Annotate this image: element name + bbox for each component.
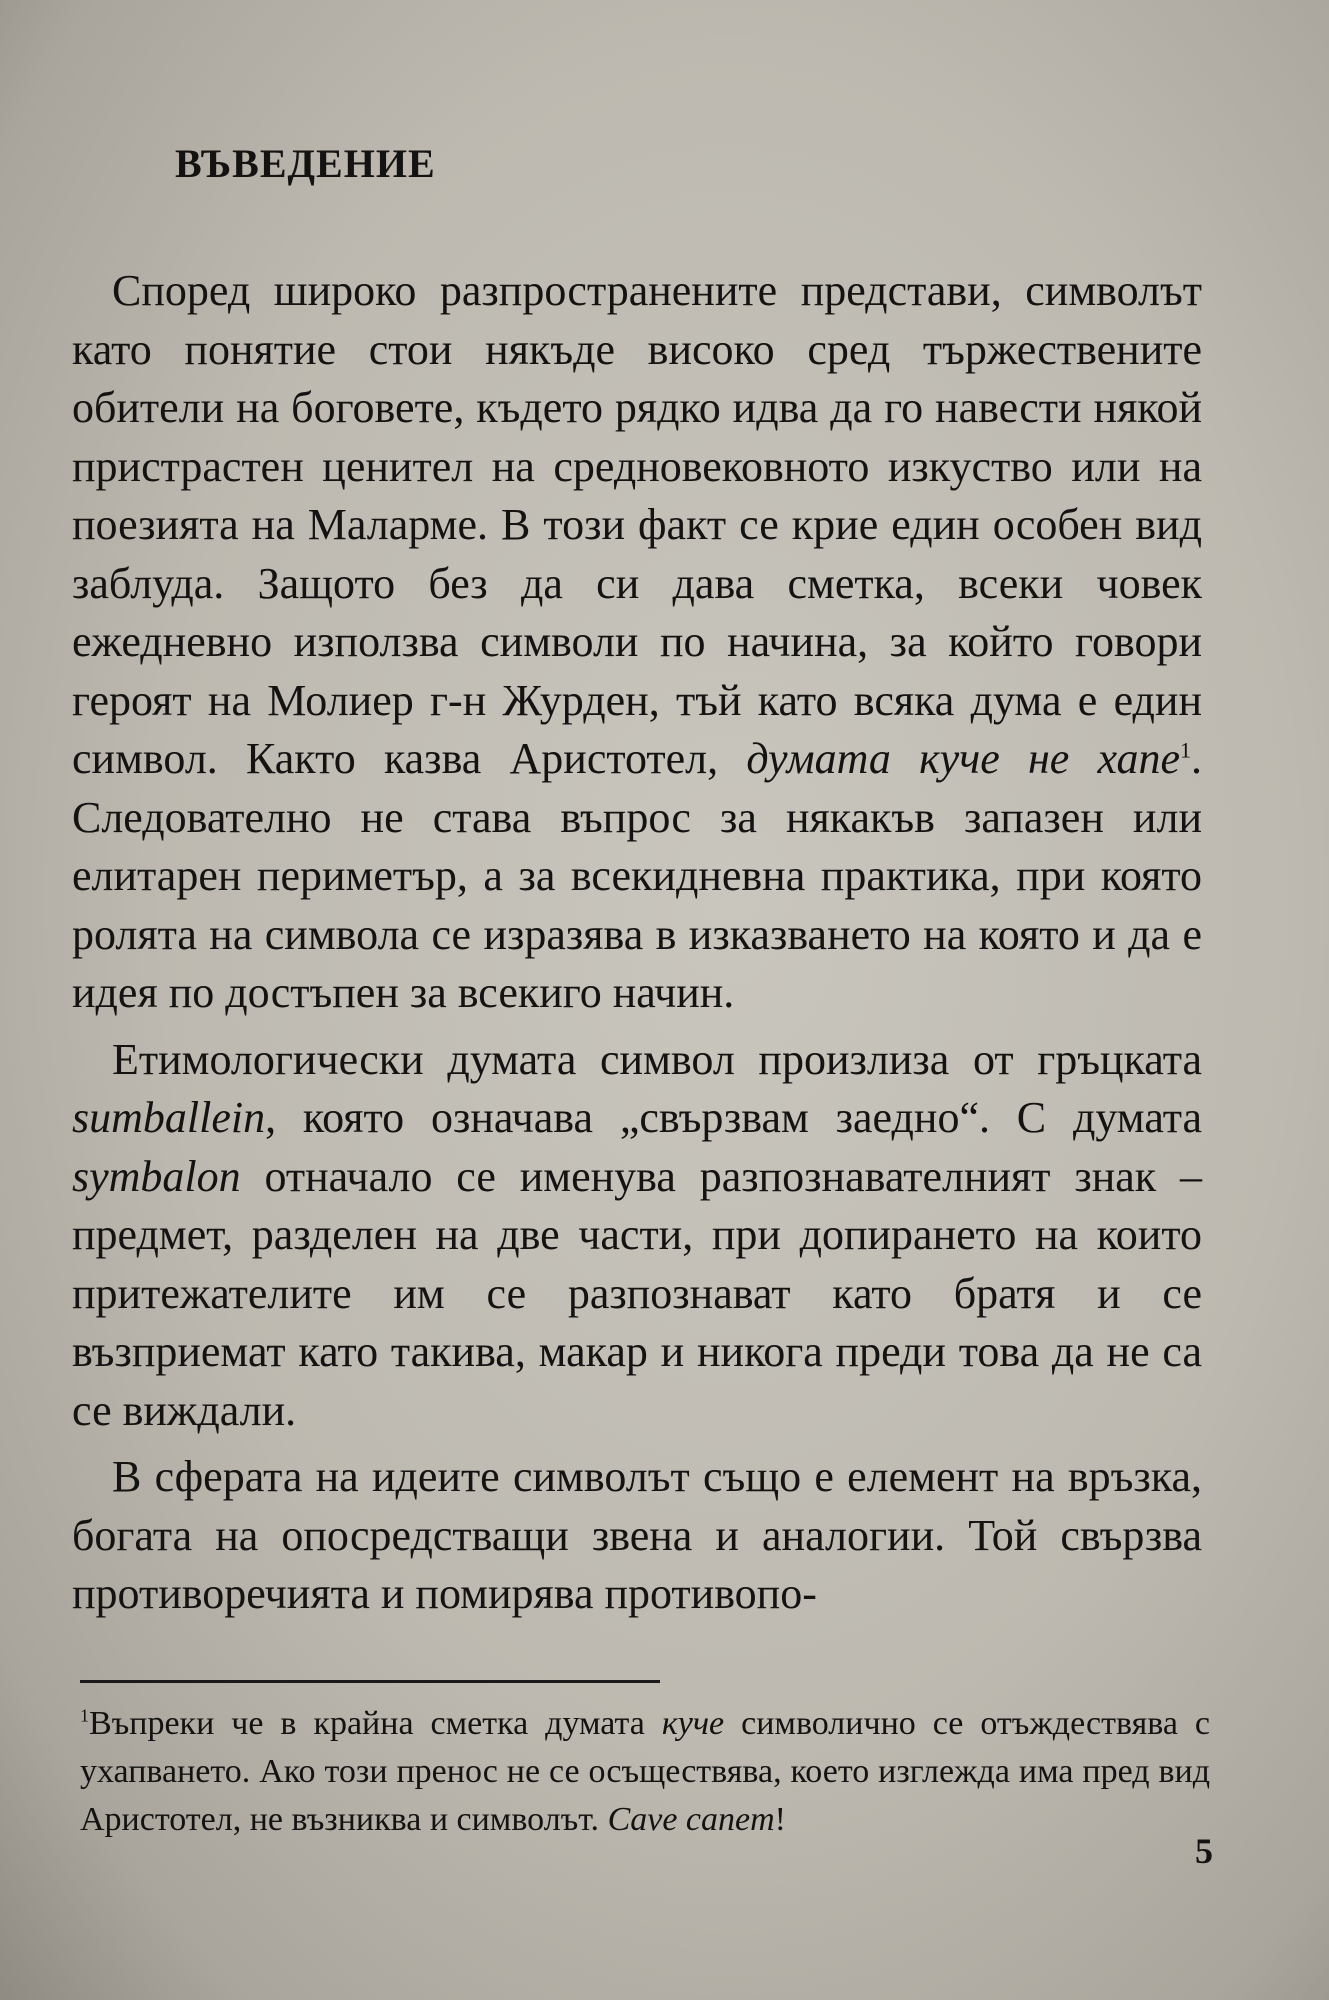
footnote-italic-1: куче: [661, 1705, 725, 1742]
paragraph-2-text-2: , която означава „свързвам заедно“. С думата: [265, 1093, 1202, 1142]
footnote-divider: [80, 1680, 660, 1683]
paragraph-1-text: Според широко разпространените представи, символът като понятие стои някъде високо сред тържествените обители на боговете, където рядко идва да го навести някой пристрастен ценител на средновековното изкуство или на поезията на Маларме. В този факт се крие един особен вид заблуда. Защото без да си дава сметка, всеки човек ежедневно използва символи по начина, за който говори героят на Молиер г-н Журден, тъй като всяка дума е един символ. Както казва Аристотел,: [72, 266, 1202, 783]
footnote-italic-2: Cave canem: [607, 1801, 775, 1838]
paragraph-2-italic-2: symbalon: [72, 1151, 241, 1201]
paragraph-2-text-1: Етимологически думата символ произлиза от гръцката: [112, 1034, 1202, 1084]
paragraph-3: В сферата на идеите символът също е елемент на връзка, богата на опосредстващи звена и аналогии. Той свързва противоречията и помирява противопо-: [72, 1452, 1202, 1618]
paragraph-1: [72, 262, 1202, 1023]
footnote-text-3: !: [774, 1801, 786, 1838]
paragraph-2-italic-1: sumballein: [72, 1093, 266, 1142]
footnote: [80, 1700, 1210, 1844]
page-number: 5: [1195, 1831, 1213, 1871]
footnote-text-2: символично се отъждествява с ухапването. Ако този пренос не се осъществява, което изглежда има пред вид Аристотел, не възниква и символът.: [80, 1705, 1211, 1838]
body-text: [72, 262, 1202, 1632]
footnote-number: 1: [80, 1705, 89, 1726]
paragraph-2: [72, 1031, 1202, 1441]
paragraph-1-text-end: . Следователно не става въпрос за някакъв запазен или елитарен периметър, а за всекидневна практика, при която ролята на символа се изразява в изказването на която и да е идея по достъпен за всекиго начин.: [72, 734, 1202, 1017]
footnote-reference: 1: [1180, 737, 1191, 763]
paragraph-2-text-3: отначало се именува разпознавателният знак – предмет, разделен на две части, при допирането на които притежателите им се разпознават като братя и се възприемат като такива, макар и никога преди това да не са се виждали.: [72, 1151, 1202, 1435]
chapter-heading: ВЪВЕДЕНИЕ: [175, 141, 436, 186]
footnote-text-1: Въпреки че в крайна сметка думата: [89, 1705, 662, 1742]
paragraph-1-italic-quote: думата куче не хапе: [746, 734, 1180, 783]
